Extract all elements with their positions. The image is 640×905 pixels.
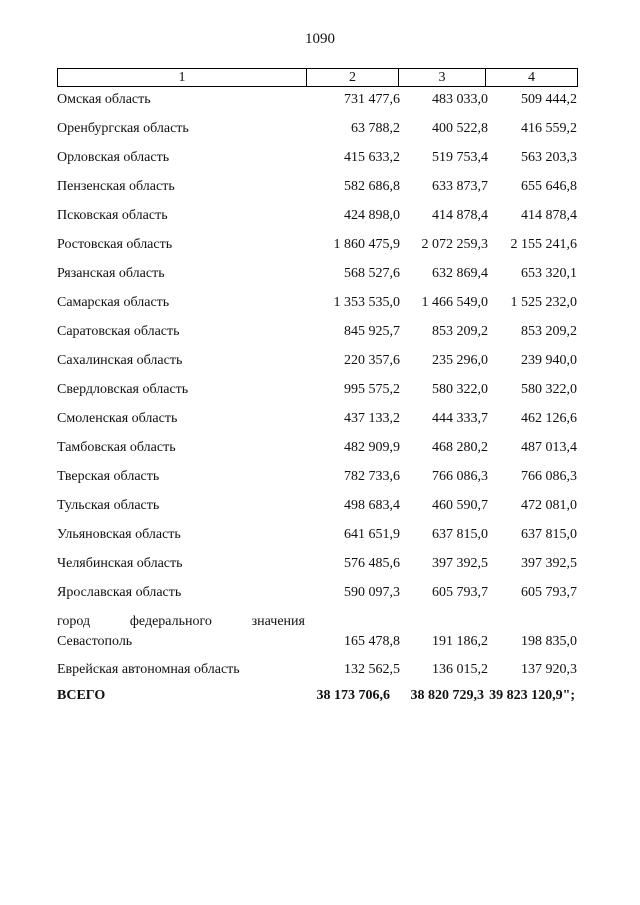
cell-col-2: 63 788,2	[351, 121, 400, 136]
total-row	[57, 686, 597, 706]
cell-col-2: 1 860 475,9	[333, 237, 400, 252]
cell-col-2: 845 925,7	[344, 324, 400, 339]
cell-col-4: 509 444,2	[521, 92, 577, 107]
cell-col-4: 580 322,0	[521, 382, 577, 397]
row-name: Ростовская область	[57, 237, 173, 252]
cell-col-4: 487 013,4	[521, 440, 577, 455]
row-name: Рязанская область	[57, 266, 165, 281]
cell-col-3: 444 333,7	[432, 411, 488, 426]
table-row	[57, 612, 597, 652]
cell-col-3: 460 590,7	[432, 498, 488, 513]
table-row	[57, 438, 597, 458]
cell-col-2: 132 562,5	[344, 662, 400, 677]
cell-col-3: 605 793,7	[432, 585, 488, 600]
cell-col-4: 198 835,0	[521, 634, 577, 649]
cell-col-4: 239 940,0	[521, 353, 577, 368]
cell-col-2: 782 733,6	[344, 469, 400, 484]
cell-col-3: 853 209,2	[432, 324, 488, 339]
cell-col-2: 437 133,2	[344, 411, 400, 426]
row-name-word: значения	[251, 614, 305, 629]
total-col-3: 38 820 729,3	[410, 688, 484, 703]
row-name: Челябинская область	[57, 556, 183, 571]
row-name: Ярославская область	[57, 585, 182, 600]
cell-col-3: 191 186,2	[432, 634, 488, 649]
cell-col-3: 136 015,2	[432, 662, 488, 677]
cell-col-3: 483 033,0	[432, 92, 488, 107]
row-name: Тульская область	[57, 498, 160, 513]
table-row	[57, 467, 597, 487]
table-row	[57, 660, 597, 680]
table-row	[57, 90, 597, 110]
cell-col-2: 165 478,8	[344, 634, 400, 649]
table-row	[57, 293, 597, 313]
table-row	[57, 206, 597, 226]
cell-col-3: 633 873,7	[432, 179, 488, 194]
cell-col-4: 653 320,1	[521, 266, 577, 281]
total-col-4: 39 823 120,9";	[489, 688, 575, 703]
header-col-3: 3	[399, 69, 486, 86]
page-number: 1090	[305, 31, 335, 47]
cell-col-4: 766 086,3	[521, 469, 577, 484]
cell-col-3: 766 086,3	[432, 469, 488, 484]
table-row	[57, 351, 597, 371]
cell-col-3: 580 322,0	[432, 382, 488, 397]
cell-col-3: 468 280,2	[432, 440, 488, 455]
row-name-word: город	[57, 614, 91, 629]
row-name: Еврейская автономная область	[57, 662, 240, 677]
cell-col-4: 416 559,2	[521, 121, 577, 136]
cell-col-2: 415 633,2	[344, 150, 400, 165]
cell-col-3: 414 878,4	[432, 208, 488, 223]
row-name: Свердловская область	[57, 382, 189, 397]
table-row	[57, 235, 597, 255]
cell-col-4: 397 392,5	[521, 556, 577, 571]
cell-col-2: 568 527,6	[344, 266, 400, 281]
row-name-line2: Севастополь	[57, 634, 133, 649]
cell-col-4: 853 209,2	[521, 324, 577, 339]
cell-col-2: 590 097,3	[344, 585, 400, 600]
cell-col-4: 472 081,0	[521, 498, 577, 513]
header-col-2: 2	[307, 69, 399, 86]
cell-col-2: 731 477,6	[344, 92, 400, 107]
table-row	[57, 409, 597, 429]
cell-col-4: 655 646,8	[521, 179, 577, 194]
table-row	[57, 496, 597, 516]
table-row	[57, 177, 597, 197]
row-name: Саратовская область	[57, 324, 180, 339]
table-row	[57, 583, 597, 603]
row-name: Пензенская область	[57, 179, 175, 194]
total-label: ВСЕГО	[57, 688, 106, 703]
row-name: Тверская область	[57, 469, 160, 484]
table-row	[57, 554, 597, 574]
cell-col-4: 137 920,3	[521, 662, 577, 677]
total-col-2: 38 173 706,6	[316, 688, 390, 703]
row-name: Тамбовская область	[57, 440, 176, 455]
cell-col-3: 2 072 259,3	[421, 237, 488, 252]
row-name: Ульяновская область	[57, 527, 181, 542]
row-name: Оренбургская область	[57, 121, 189, 136]
cell-col-2: 1 353 535,0	[333, 295, 400, 310]
cell-col-3: 400 522,8	[432, 121, 488, 136]
cell-col-2: 582 686,8	[344, 179, 400, 194]
cell-col-3: 1 466 549,0	[421, 295, 488, 310]
cell-col-2: 482 909,9	[344, 440, 400, 455]
cell-col-4: 605 793,7	[521, 585, 577, 600]
row-name-word: федерального	[129, 614, 212, 629]
cell-col-4: 414 878,4	[521, 208, 577, 223]
cell-col-2: 424 898,0	[344, 208, 400, 223]
table-row	[57, 322, 597, 342]
row-name: Омская область	[57, 92, 151, 107]
header-col-4: 4	[528, 70, 535, 85]
row-name: Псковская область	[57, 208, 168, 223]
row-name: Смоленская область	[57, 411, 178, 426]
cell-col-4: 462 126,6	[521, 411, 577, 426]
table-row	[57, 148, 597, 168]
table-row	[57, 380, 597, 400]
cell-col-2: 498 683,4	[344, 498, 400, 513]
header-col-1: 1	[58, 69, 307, 86]
cell-col-3: 519 753,4	[432, 150, 488, 165]
row-name: Сахалинская область	[57, 353, 183, 368]
row-name: Орловская область	[57, 150, 170, 165]
cell-col-2: 576 485,6	[344, 556, 400, 571]
table-header	[57, 68, 578, 87]
cell-col-4: 563 203,3	[521, 150, 577, 165]
cell-col-3: 637 815,0	[432, 527, 488, 542]
cell-col-3: 235 296,0	[432, 353, 488, 368]
cell-col-2: 641 651,9	[344, 527, 400, 542]
cell-col-4: 1 525 232,0	[510, 295, 577, 310]
cell-col-3: 397 392,5	[432, 556, 488, 571]
cell-col-2: 220 357,6	[344, 353, 400, 368]
table-row	[57, 119, 597, 139]
cell-col-4: 2 155 241,6	[510, 237, 577, 252]
cell-col-2: 995 575,2	[344, 382, 400, 397]
cell-col-4: 637 815,0	[521, 527, 577, 542]
row-name: Самарская область	[57, 295, 170, 310]
row-name-line1	[57, 612, 305, 632]
cell-col-3: 632 869,4	[432, 266, 488, 281]
table-row	[57, 525, 597, 545]
table-row	[57, 264, 597, 284]
